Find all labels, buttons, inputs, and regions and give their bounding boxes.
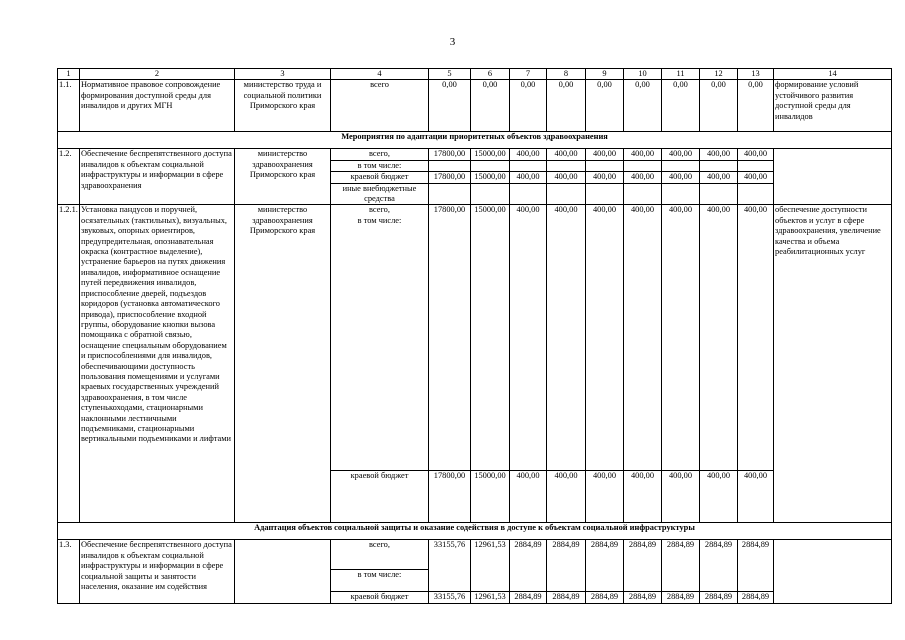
value-cell: 400,00 <box>662 172 700 183</box>
funding-source-regional: краевой бюджет <box>331 471 429 523</box>
col-header: 11 <box>662 69 700 80</box>
executor <box>235 540 331 603</box>
section-heading-row <box>58 132 892 149</box>
value-cell: 400,00 <box>700 172 738 183</box>
value-cell: 0,00 <box>471 80 510 132</box>
col-header: 8 <box>547 69 586 80</box>
value-cell: 2884,89 <box>624 540 662 592</box>
funding-source-other: иные внебюджетные средства <box>331 183 429 205</box>
value-cell: 17800,00 <box>429 471 471 523</box>
table-row <box>58 540 892 570</box>
value-cell: 2884,89 <box>624 592 662 603</box>
row-number: 1.3. <box>58 540 80 603</box>
executor: министерство здравоохранения Приморского края <box>235 149 331 205</box>
executor: министерство труда и социальной политики Приморского края <box>235 80 331 132</box>
value-cell <box>510 160 547 171</box>
col-header: 1 <box>58 69 80 80</box>
source-including-label: в том числе: <box>357 215 402 225</box>
value-cell <box>738 160 774 171</box>
measure-name: Обеспечение беспрепятственного доступа инвалидов к объектам социальной инфраструктуры и информации в сфере социальной защиты и занятости населения, оказание им содействия <box>80 540 235 603</box>
page-number: 3 <box>449 36 456 48</box>
col-header: 10 <box>624 69 662 80</box>
funding-source-regional: краевой бюджет <box>331 172 429 183</box>
expected-result: формирование условий устойчивого развития доступной среды для инвалидов <box>774 80 892 132</box>
funding-source-including: в том числе: <box>331 160 429 171</box>
value-cell: 15000,00 <box>471 205 510 471</box>
value-cell: 400,00 <box>586 205 624 471</box>
expected-result: обеспечение доступности объектов и услуг в сфере здравоохранения, увеличение качества и объема реабилитационных услуг <box>774 205 892 523</box>
row-number: 1.2.1. <box>58 205 80 523</box>
value-cell: 400,00 <box>547 149 586 160</box>
value-cell <box>662 183 700 205</box>
value-cell: 400,00 <box>510 149 547 160</box>
measure-name: Обеспечение беспрепятственного доступа инвалидов к объектам социальной инфраструктуры и информации в сфере здравоохранения <box>80 149 235 205</box>
col-header: 4 <box>331 69 429 80</box>
value-cell: 2884,89 <box>547 540 586 592</box>
value-cell: 400,00 <box>662 149 700 160</box>
col-header: 12 <box>700 69 738 80</box>
value-cell: 2884,89 <box>586 540 624 592</box>
value-cell: 400,00 <box>700 471 738 523</box>
value-cell: 400,00 <box>624 172 662 183</box>
col-header: 9 <box>586 69 624 80</box>
value-cell <box>547 183 586 205</box>
value-cell: 400,00 <box>738 149 774 160</box>
value-cell <box>471 160 510 171</box>
value-cell: 2884,89 <box>662 592 700 603</box>
value-cell: 0,00 <box>510 80 547 132</box>
value-cell: 0,00 <box>547 80 586 132</box>
funding-source-total <box>331 205 429 471</box>
expected-result <box>774 540 892 603</box>
funding-source-regional: краевой бюджет <box>331 592 429 603</box>
funding-source-total: всего, <box>331 149 429 160</box>
col-header: 14 <box>774 69 892 80</box>
row-number: 1.1. <box>58 80 80 132</box>
value-cell: 2884,89 <box>510 592 547 603</box>
value-cell: 400,00 <box>586 172 624 183</box>
value-cell: 400,00 <box>510 205 547 471</box>
value-cell: 12961,53 <box>471 592 510 603</box>
column-number-row <box>58 69 892 80</box>
program-table <box>57 68 892 604</box>
funding-source: всего <box>331 80 429 132</box>
value-cell <box>700 160 738 171</box>
funding-source-total: всего, <box>331 540 429 570</box>
value-cell: 0,00 <box>738 80 774 132</box>
value-cell <box>700 183 738 205</box>
value-cell: 0,00 <box>662 80 700 132</box>
value-cell: 15000,00 <box>471 149 510 160</box>
source-total-label: всего, <box>369 205 390 215</box>
value-cell <box>738 183 774 205</box>
value-cell: 15000,00 <box>471 172 510 183</box>
value-cell: 2884,89 <box>738 592 774 603</box>
value-cell: 400,00 <box>547 172 586 183</box>
value-cell <box>586 183 624 205</box>
value-cell: 400,00 <box>662 471 700 523</box>
value-cell <box>429 183 471 205</box>
value-cell: 15000,00 <box>471 471 510 523</box>
value-cell: 0,00 <box>700 80 738 132</box>
value-cell: 2884,89 <box>662 540 700 592</box>
funding-source-including: в том числе: <box>331 570 429 592</box>
table-row <box>58 80 892 132</box>
value-cell <box>510 183 547 205</box>
value-cell <box>662 160 700 171</box>
value-cell <box>429 160 471 171</box>
value-cell <box>624 160 662 171</box>
value-cell: 0,00 <box>429 80 471 132</box>
value-cell: 17800,00 <box>429 205 471 471</box>
value-cell <box>471 183 510 205</box>
section-heading-row <box>58 523 892 540</box>
value-cell: 12961,53 <box>471 540 510 592</box>
value-cell: 0,00 <box>586 80 624 132</box>
value-cell: 400,00 <box>738 205 774 471</box>
col-header: 6 <box>471 69 510 80</box>
value-cell: 33155,76 <box>429 540 471 592</box>
value-cell: 400,00 <box>700 149 738 160</box>
value-cell: 2884,89 <box>547 592 586 603</box>
section-heading: Мероприятия по адаптации приоритетных объектов здравоохранения <box>58 132 892 149</box>
value-cell: 400,00 <box>624 471 662 523</box>
col-header: 13 <box>738 69 774 80</box>
table-row <box>58 205 892 471</box>
executor: министерство здравоохранения Приморского края <box>235 205 331 523</box>
value-cell: 17800,00 <box>429 172 471 183</box>
col-header: 7 <box>510 69 547 80</box>
value-cell: 0,00 <box>624 80 662 132</box>
value-cell: 400,00 <box>586 149 624 160</box>
value-cell: 2884,89 <box>586 592 624 603</box>
value-cell: 400,00 <box>586 471 624 523</box>
value-cell: 400,00 <box>738 471 774 523</box>
value-cell: 2884,89 <box>510 540 547 592</box>
measure-name: Нормативное правовое сопровождение формирования доступной среды для инвалидов и других МГН <box>80 80 235 132</box>
value-cell: 400,00 <box>624 149 662 160</box>
value-cell: 400,00 <box>624 205 662 471</box>
measure-name: Установка пандусов и поручней, осязательных (тактильных), визуальных, звуковых, опорных ориентиров, предупредительная, опознавательная окраска (контрастное выделение), устранение барьеров на путях движения инвалидов, информативное оснащение путей передвижения инвалидов, приспособление дверей, подъездов коридоров (установка автоматического привода), приспособление входной группы, оборудование кнопки вызова помощника с обратной связью, оснащение специальным оборудованием и приспособлениями для инвалидов, обеспечивающими доступность пользования помещениями и услугами краевых государственных учреждений здравоохранения, в том числе ступенькоходами, стационарными наклонными лестничными подъемниками, стационарными вертикальными подъемниками и лифтами <box>80 205 235 523</box>
expected-result <box>774 149 892 205</box>
value-cell: 400,00 <box>662 205 700 471</box>
table-row <box>58 149 892 160</box>
col-header: 2 <box>80 69 235 80</box>
col-header: 5 <box>429 69 471 80</box>
value-cell: 33155,76 <box>429 592 471 603</box>
row-number: 1.2. <box>58 149 80 205</box>
value-cell: 400,00 <box>547 205 586 471</box>
value-cell: 400,00 <box>510 471 547 523</box>
col-header: 3 <box>235 69 331 80</box>
value-cell: 2884,89 <box>700 592 738 603</box>
value-cell: 2884,89 <box>700 540 738 592</box>
value-cell: 2884,89 <box>738 540 774 592</box>
value-cell: 400,00 <box>510 172 547 183</box>
value-cell: 400,00 <box>700 205 738 471</box>
value-cell: 400,00 <box>547 471 586 523</box>
value-cell: 17800,00 <box>429 149 471 160</box>
value-cell <box>586 160 624 171</box>
value-cell <box>624 183 662 205</box>
value-cell: 400,00 <box>738 172 774 183</box>
section-heading: Адаптация объектов социальной защиты и оказание содействия в доступе к объектам социальной инфраструктуры <box>58 523 892 540</box>
value-cell <box>547 160 586 171</box>
